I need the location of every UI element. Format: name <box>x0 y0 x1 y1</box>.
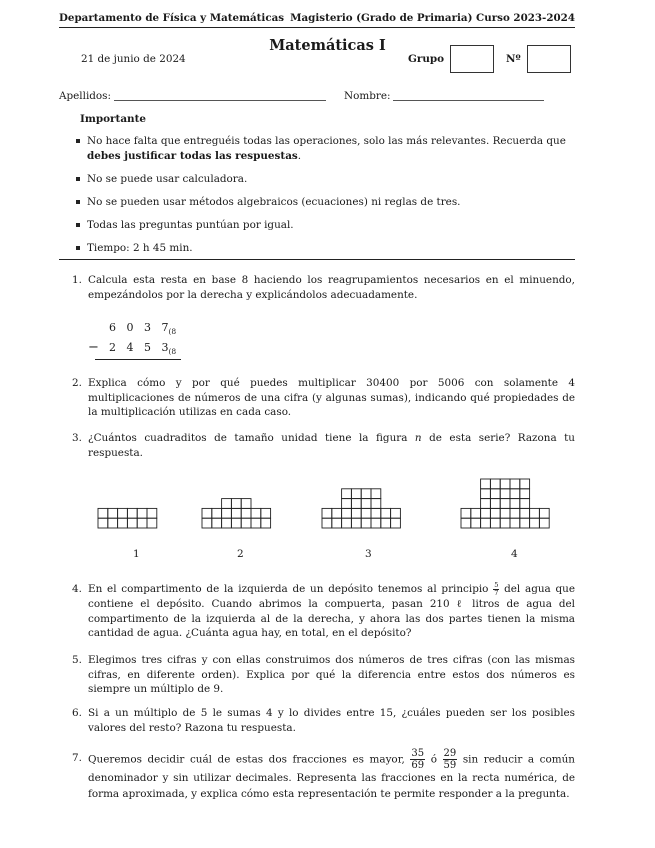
question-text: ¿Cuántos cuadraditos de tamaño unidad tiene la figura n de esta serie? Razona tu respuesta. <box>88 432 575 459</box>
unit-square-fig-4 <box>471 518 481 528</box>
unit-square-fig-2 <box>231 508 241 518</box>
number-label: Nº <box>506 53 521 65</box>
unit-square-fig-3 <box>371 508 381 518</box>
figure-label-1: 1 <box>133 548 140 560</box>
unit-square-fig-1 <box>108 508 118 518</box>
header-rule <box>59 27 575 28</box>
unit-square-fig-3 <box>361 508 371 518</box>
important-item: No hace falta que entreguéis todas las operaciones, solo las más relevantes. Recuerda que debes justificar todas las respuestas. <box>76 134 576 163</box>
unit-square-fig-3 <box>371 518 381 528</box>
unit-square-fig-4 <box>490 508 500 518</box>
unit-square-fig-1 <box>137 508 147 518</box>
question-7 <box>72 748 575 802</box>
unit-square-fig-4 <box>530 518 540 528</box>
important-item: Tiempo: 2 h 45 min. <box>76 241 576 256</box>
unit-square-fig-4 <box>520 508 530 518</box>
subtraction-minuend: 6 0 3 $7_{(8}$ <box>109 321 177 336</box>
header-department: Departamento de Física y Matemáticas <box>59 12 285 24</box>
unit-square-fig-4 <box>481 479 491 489</box>
unit-square-fig-4 <box>490 499 500 509</box>
important-item: No se puede usar calculadora. <box>76 172 576 187</box>
unit-square-fig-4 <box>510 479 520 489</box>
unit-square-fig-1 <box>147 508 157 518</box>
unit-square-fig-4 <box>520 489 530 499</box>
unit-square-fig-3 <box>322 518 332 528</box>
figure-label-4: 4 <box>511 548 518 560</box>
unit-square-fig-1 <box>127 518 137 528</box>
unit-square-fig-4 <box>500 508 510 518</box>
figure-label-2: 2 <box>237 548 244 560</box>
important-title: Importante <box>80 113 147 125</box>
surname-label: Apellidos: <box>59 90 112 102</box>
unit-square-fig-1 <box>118 518 128 528</box>
unit-square-fig-2 <box>251 508 261 518</box>
surname-field[interactable] <box>114 99 326 101</box>
unit-square-fig-4 <box>520 479 530 489</box>
unit-square-fig-2 <box>212 518 222 528</box>
unit-square-fig-2 <box>261 508 271 518</box>
unit-square-fig-4 <box>461 518 471 528</box>
unit-square-fig-2 <box>261 518 271 528</box>
bullet-icon <box>76 246 80 250</box>
unit-square-fig-2 <box>212 508 222 518</box>
unit-square-fig-4 <box>481 499 491 509</box>
unit-square-fig-2 <box>222 518 232 528</box>
unit-square-fig-4 <box>471 508 481 518</box>
question-text: Si a un múltiplo de 5 le sumas 4 y lo divides entre 15, ¿cuáles pueden ser los posibles valores del resto? Razona tu respuesta. <box>88 707 575 734</box>
unit-square-fig-3 <box>351 489 361 499</box>
figure-label-3: 3 <box>365 548 372 560</box>
unit-square-fig-4 <box>481 489 491 499</box>
question-text: Explica cómo y por qué puedes multiplicar 30400 por 5006 con solamente 4 multiplicaciones de números de una cifra (y algunas sumas), indicando qué propiedades de la multiplicación utilizas en cada caso. <box>88 377 575 419</box>
exam-title: Matemáticas I <box>269 37 386 54</box>
unit-square-fig-1 <box>98 508 108 518</box>
question-text: En el compartimento de la izquierda de un depósito tenemos al principio $\frac{5}{7}$ del agua que contiene el depósito. Cuando abrimos la compuerta, pasan 210 ℓ litros de agua del compartimento de la izquierda al de la derecha, y ahora las dos partes tienen la misma cantidad de agua. ¿Cuánta agua hay, en total, en el depósito? <box>88 581 575 640</box>
unit-square-fig-4 <box>510 518 520 528</box>
important-item: No se pueden usar métodos algebraicos (ecuaciones) ni reglas de tres. <box>76 195 576 210</box>
question-5 <box>72 653 575 697</box>
question-2 <box>72 376 575 420</box>
unit-square-fig-2 <box>222 499 232 509</box>
unit-square-fig-3 <box>361 489 371 499</box>
unit-square-fig-1 <box>108 518 118 528</box>
unit-square-fig-4 <box>510 489 520 499</box>
unit-square-fig-4 <box>510 499 520 509</box>
unit-square-fig-3 <box>342 518 352 528</box>
section-rule <box>59 259 575 260</box>
important-item: Todas las preguntas puntúan por igual. <box>76 218 576 233</box>
unit-square-fig-4 <box>490 479 500 489</box>
unit-square-fig-4 <box>510 508 520 518</box>
unit-square-fig-1 <box>137 518 147 528</box>
unit-square-fig-3 <box>332 508 342 518</box>
fraction: $\frac{5}{7}$ <box>494 581 499 597</box>
bullet-icon <box>76 177 80 181</box>
important-list <box>76 134 576 264</box>
number-box[interactable] <box>527 45 571 73</box>
unit-square-fig-2 <box>241 508 251 518</box>
unit-square-fig-3 <box>351 518 361 528</box>
bullet-icon <box>76 200 80 204</box>
square-series-figures <box>0 450 655 540</box>
unit-square-fig-3 <box>342 499 352 509</box>
bullet-icon <box>76 139 80 143</box>
question-4 <box>72 582 575 641</box>
unit-square-fig-4 <box>490 518 500 528</box>
unit-square-fig-4 <box>500 518 510 528</box>
question-number: 5. <box>72 654 82 666</box>
group-box[interactable] <box>450 45 494 73</box>
unit-square-fig-4 <box>490 489 500 499</box>
unit-square-fig-3 <box>381 508 391 518</box>
question-number: 2. <box>72 377 82 389</box>
question-number: 4. <box>72 583 82 595</box>
name-field[interactable] <box>393 99 544 101</box>
unit-square-fig-4 <box>500 499 510 509</box>
subtraction-rule <box>95 359 181 360</box>
question-text: Calcula esta resta en base 8 haciendo los reagrupamientos necesarios en el minuendo, empezándolos por la derecha y explicándolos adecuadamente. <box>88 274 575 301</box>
header-course: Magisterio (Grado de Primaria) Curso 2023-2024 <box>290 12 575 24</box>
unit-square-fig-4 <box>539 508 549 518</box>
unit-square-fig-4 <box>481 508 491 518</box>
unit-square-fig-2 <box>231 499 241 509</box>
unit-square-fig-2 <box>251 518 261 528</box>
fraction: $\frac{35}{69}$ <box>411 748 425 771</box>
unit-square-fig-4 <box>520 499 530 509</box>
unit-square-fig-3 <box>351 508 361 518</box>
unit-square-fig-1 <box>127 508 137 518</box>
unit-square-fig-3 <box>342 508 352 518</box>
question-number: 1. <box>72 274 82 286</box>
question-6 <box>72 706 575 735</box>
unit-square-fig-4 <box>500 479 510 489</box>
name-label: Nombre: <box>344 90 391 102</box>
bullet-icon <box>76 223 80 227</box>
subtraction-subtrahend: 2 4 5 $3_{(8}$ <box>109 341 177 356</box>
unit-square-fig-4 <box>530 508 540 518</box>
question-1 <box>72 273 575 302</box>
question-text: Queremos decidir cuál de estas dos fracciones es mayor, $\frac{35}{69}$ ó $\frac{29}{59}$ sin reducir a común denominador y sin utilizar decimales. Representa las fracciones en la recta numérica, de forma aproximada, y explica cómo esta representación te permite responder a la pregunta. <box>88 748 575 800</box>
unit-square-fig-3 <box>381 518 391 528</box>
question-text: Elegimos tres cifras y con ellas construimos dos números de tres cifras (con las mismas cifras, en diferente orden). Explica por qué la diferencia entre estos dos números es siempre un múltiplo de 9. <box>88 654 575 696</box>
unit-square-fig-4 <box>500 489 510 499</box>
unit-square-fig-4 <box>481 518 491 528</box>
unit-square-fig-3 <box>361 499 371 509</box>
unit-square-fig-3 <box>361 518 371 528</box>
unit-square-fig-2 <box>202 508 212 518</box>
group-label: Grupo <box>408 53 445 65</box>
subtraction-sign: − <box>88 340 99 355</box>
fraction: $\frac{29}{59}$ <box>443 748 457 771</box>
question-number: 3. <box>72 432 82 444</box>
unit-square-fig-1 <box>118 508 128 518</box>
unit-square-fig-4 <box>461 508 471 518</box>
unit-square-fig-3 <box>342 489 352 499</box>
unit-square-fig-3 <box>351 499 361 509</box>
exam-date: 21 de junio de 2024 <box>81 53 186 65</box>
question-number: 7. <box>72 752 82 764</box>
unit-square-fig-3 <box>332 518 342 528</box>
unit-square-fig-4 <box>539 518 549 528</box>
unit-square-fig-3 <box>371 489 381 499</box>
unit-square-fig-4 <box>520 518 530 528</box>
unit-square-fig-3 <box>322 508 332 518</box>
unit-square-fig-3 <box>391 508 401 518</box>
unit-square-fig-3 <box>391 518 401 528</box>
unit-square-fig-3 <box>371 499 381 509</box>
unit-square-fig-2 <box>231 518 241 528</box>
unit-square-fig-2 <box>222 508 232 518</box>
unit-square-fig-1 <box>147 518 157 528</box>
unit-square-fig-2 <box>241 499 251 509</box>
unit-square-fig-2 <box>202 518 212 528</box>
unit-square-fig-1 <box>98 518 108 528</box>
question-number: 6. <box>72 707 82 719</box>
unit-square-fig-2 <box>241 518 251 528</box>
